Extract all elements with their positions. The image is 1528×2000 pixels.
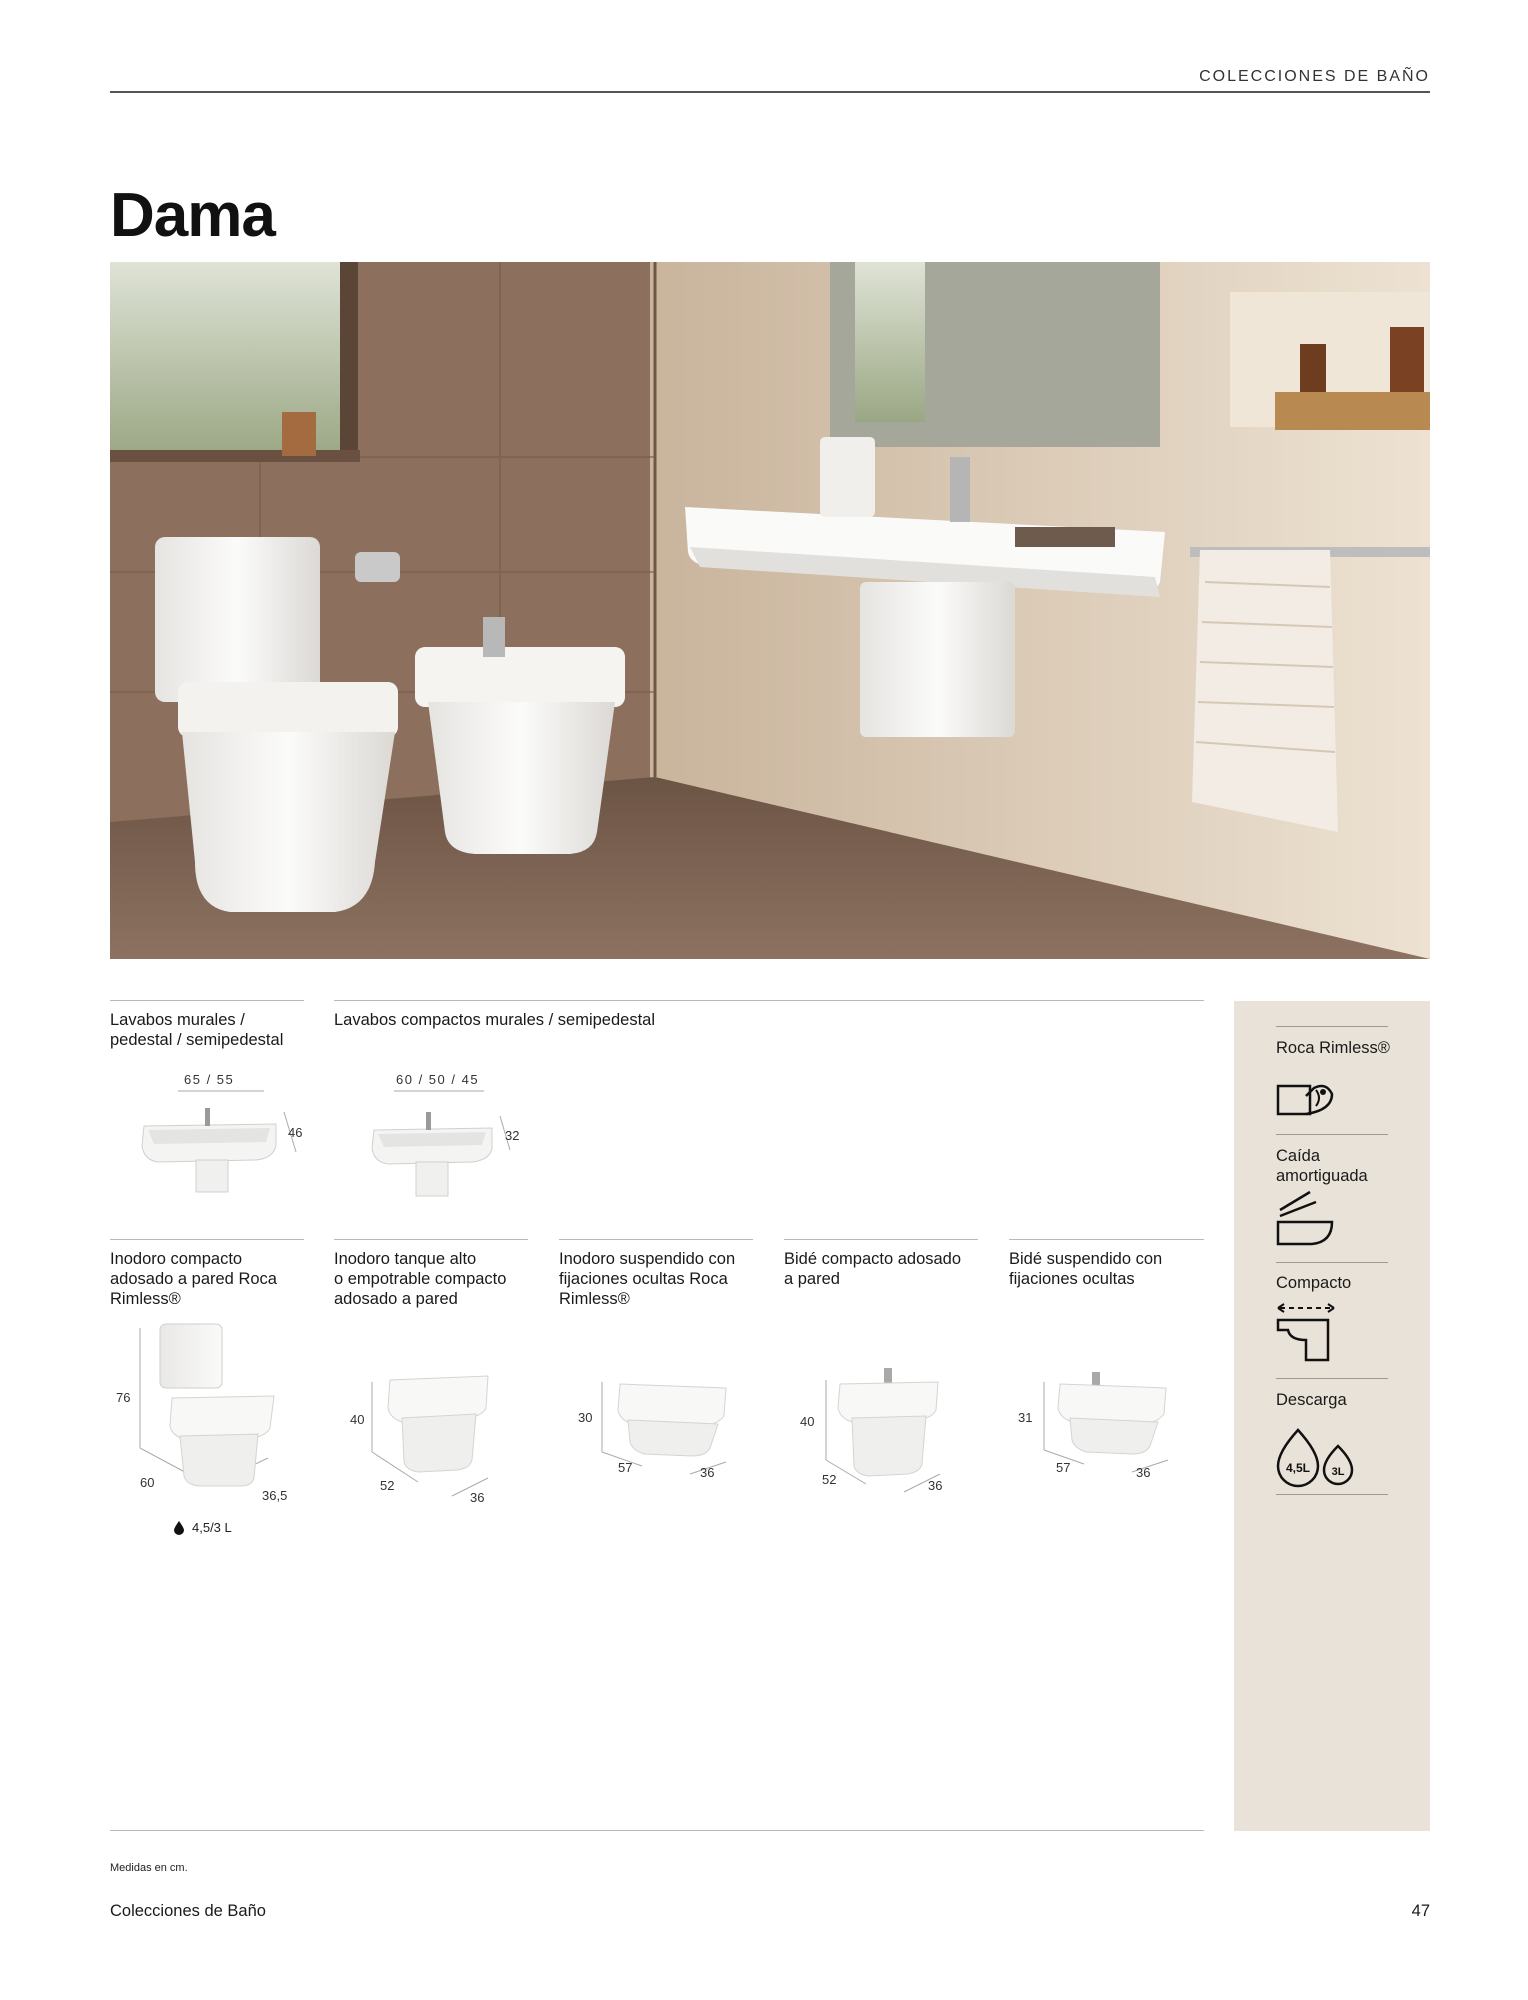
dimension-width: 36 [928, 1478, 943, 1493]
dimension-width: 60 / 50 / 45 [396, 1072, 480, 1087]
dual-flush-icon [1276, 1428, 1358, 1493]
product-title-inodoro-suspendido: Inodoro suspendido con fijaciones ocultas Roca Rimless® [559, 1250, 736, 1308]
page-title: Dama [110, 181, 275, 250]
soft-close-icon [1276, 1188, 1336, 1253]
compact-toilet-drawing [136, 1318, 286, 1498]
dimension-depth: 52 [822, 1472, 837, 1487]
product-title-inodoro-compacto: Inodoro compacto adosado a pared Roca Rimless® [110, 1250, 277, 1308]
dimension-height: 31 [1018, 1410, 1033, 1425]
feature-label-compact: Compacto [1276, 1274, 1352, 1292]
measurement-note: Medidas en cm. [110, 1862, 188, 1874]
compact-washbasin-drawing [368, 1090, 538, 1210]
dimension-depth: 46 [288, 1125, 303, 1140]
header-divider [110, 91, 1430, 93]
footer-divider [110, 1830, 1204, 1831]
dimension-height: 40 [350, 1412, 365, 1427]
product-divider [334, 1239, 528, 1240]
product-divider [1009, 1239, 1204, 1240]
product-title-lavabos-compactos: Lavabos compactos murales / semipedestal [334, 1011, 655, 1029]
dimension-height: 30 [578, 1410, 593, 1425]
feature-label-flush: Descarga [1276, 1391, 1347, 1409]
flush-half-text: 3L [1331, 1466, 1345, 1478]
water-drop-icon [174, 1521, 184, 1535]
dimension-depth: 52 [380, 1478, 395, 1493]
feature-divider [1276, 1134, 1388, 1135]
dimension-height: 40 [800, 1414, 815, 1429]
dimension-depth: 60 [140, 1475, 155, 1490]
product-title-bide-suspendido: Bidé suspendido con fijaciones ocultas [1009, 1250, 1163, 1288]
flush-full-text: 4,5L [1285, 1461, 1311, 1475]
feature-label-rimless: Roca Rimless® [1276, 1039, 1390, 1057]
product-divider [110, 1239, 304, 1240]
dimension-depth: 32 [505, 1128, 520, 1143]
page-number: 47 [1411, 1902, 1430, 1920]
wall-hung-toilet-drawing [598, 1370, 738, 1495]
rimless-icon [1276, 1080, 1336, 1127]
feature-divider [1276, 1026, 1388, 1027]
product-divider [334, 1000, 1204, 1001]
feature-divider [1276, 1494, 1388, 1495]
feature-divider [1276, 1262, 1388, 1263]
dimension-width: 36,5 [262, 1488, 288, 1503]
wall-hung-bidet-drawing [1040, 1370, 1180, 1495]
hero-bathroom-photo [110, 262, 1430, 959]
feature-label-soft-close: Caída amortiguada [1276, 1147, 1368, 1185]
dimension-width: 36 [470, 1490, 485, 1505]
washbasin-drawing [136, 1090, 306, 1205]
section-label: COLECCIONES DE BAÑO [1199, 68, 1430, 85]
footer-section-title: Colecciones de Baño [110, 1902, 266, 1920]
product-title-inodoro-tanque-alto: Inodoro tanque alto o empotrable compacto adosado a pared [334, 1250, 507, 1308]
product-divider [559, 1239, 753, 1240]
dimension-width: 65 / 55 [184, 1072, 235, 1087]
feature-divider [1276, 1378, 1388, 1379]
product-title-bide-compacto: Bidé compacto adosado a pared [784, 1250, 962, 1288]
dimension-depth: 57 [1056, 1460, 1071, 1475]
product-divider [110, 1000, 304, 1001]
dimension-depth: 57 [618, 1460, 633, 1475]
flush-info: 4,5/3 L [174, 1520, 232, 1535]
dimension-height: 76 [116, 1390, 131, 1405]
product-divider [784, 1239, 978, 1240]
dimension-width: 36 [700, 1465, 715, 1480]
product-title-lavabos-murales: Lavabos murales / pedestal / semipedestal [110, 1011, 284, 1049]
dimension-width: 36 [1136, 1465, 1151, 1480]
compact-icon [1276, 1300, 1336, 1367]
